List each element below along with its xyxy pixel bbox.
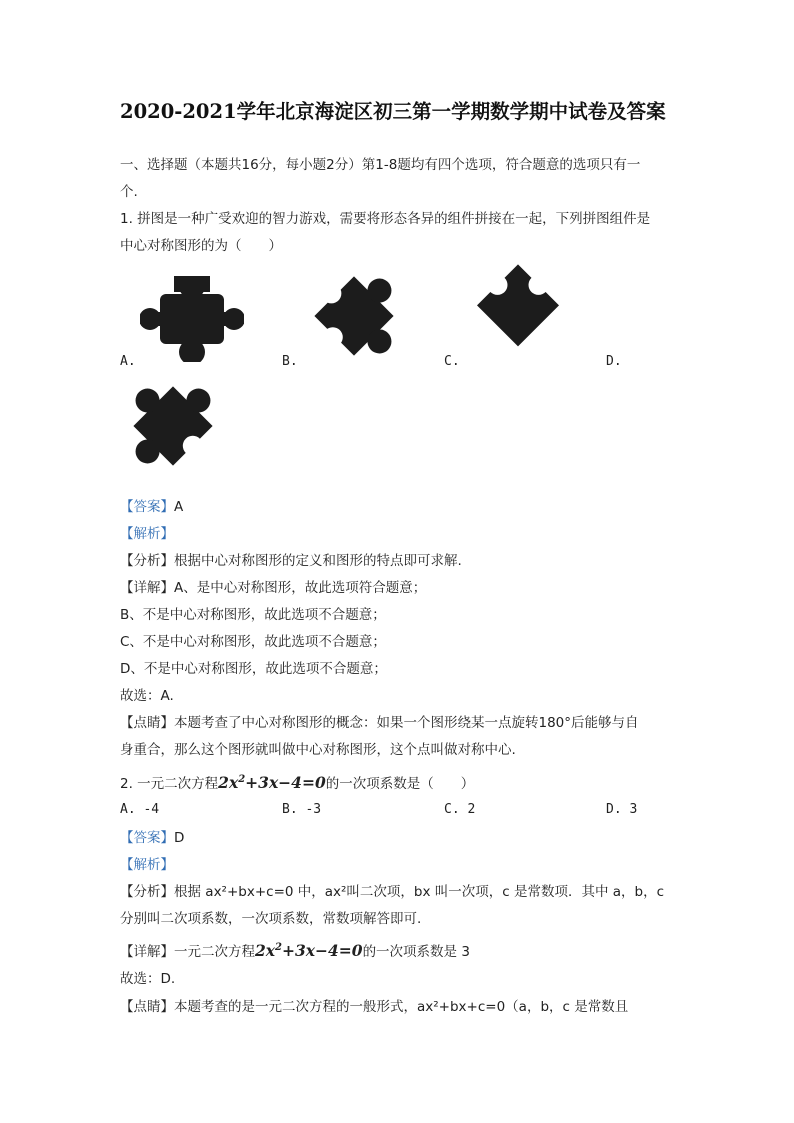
q2-analysis-label: 【解析】 [120,857,174,873]
puzzle-piece-c-icon [462,256,574,352]
q2-xiangjie: 【详解】一元二次方程$2x^2+3x-4=0$的一次项系数是 3 [120,941,470,960]
q1-option-b: B. [282,354,298,369]
q1-dianjing-cont: 身重合，那么这个图形就叫做中心对称图形，这个点叫做对称中心. [120,742,516,758]
section-heading: 一、选择题（本题共16分，每小题2分）第1-8题均有四个选项，符合题意的选项只有一 [120,157,641,173]
q2-stem: 2. 一元二次方程$2x^2+3x-4=0$的一次项系数是（ ） [120,773,475,792]
puzzle-piece-a-icon [140,276,244,362]
q1-xiangjie-d: D、不是中心对称图形，故此选项不合题意； [120,661,387,677]
q1-option-d: D. [606,354,622,369]
q1-fenxi: 【分析】根据中心对称图形的定义和图形的特点即可求解. [120,553,462,569]
q2-equation: $2x^2+3x-4=0$ [218,773,326,792]
q2-dianjing: 【点睛】本题考查的是一元二次方程的一般形式，ax²+bx+c=0（a，b，c 是常数且 [120,999,629,1015]
q1-option-c: C. [444,354,460,369]
q1-xiangjie-a: 【详解】A、是中心对称图形，故此选项符合题意； [120,580,427,596]
q2-choose: 故选：D. [120,971,176,987]
q2-fenxi-cont: 分别叫二次项系数，一次项系数，常数项解答即可. [120,911,422,927]
q2-option-c: C. 2 [444,802,476,817]
q2-option-a: A. -4 [120,802,160,817]
q2-option-d: D. 3 [606,802,638,817]
q1-xiangjie-b: B、不是中心对称图形，故此选项不合题意； [120,607,386,623]
q2-answer: 【答案】D [120,830,185,846]
q1-analysis-label: 【解析】 [120,526,174,542]
q1-stem-cont: 中心对称图形的为（ ） [120,238,282,254]
q1-option-a: A. [120,354,136,369]
section-heading-cont: 个. [120,184,138,200]
q1-dianjing: 【点睛】本题考查了中心对称图形的概念：如果一个图形绕某一点旋转180°后能够与自 [120,715,639,731]
q1-answer: 【答案】A [120,499,184,515]
q2-option-b: B. -3 [282,802,322,817]
q1-choose: 故选：A. [120,688,174,704]
page-title: 2020-2021学年北京海淀区初三第一学期数学期中试卷及答案 [120,100,666,123]
q1-xiangjie-c: C、不是中心对称图形，故此选项不合题意； [120,634,386,650]
q2-equation-repeat: $2x^2+3x-4=0$ [255,941,363,960]
puzzle-piece-b-icon [300,266,408,366]
puzzle-piece-d-icon [118,376,228,476]
q1-stem: 1. 拼图是一种广受欢迎的智力游戏，需要将形态各异的组件拼接在一起，下列拼图组件是 [120,211,651,227]
q2-fenxi: 【分析】根据 ax²+bx+c=0 中，ax²叫二次项，bx 叫一次项，c 是常数项．其中 a，b，c [120,884,665,900]
